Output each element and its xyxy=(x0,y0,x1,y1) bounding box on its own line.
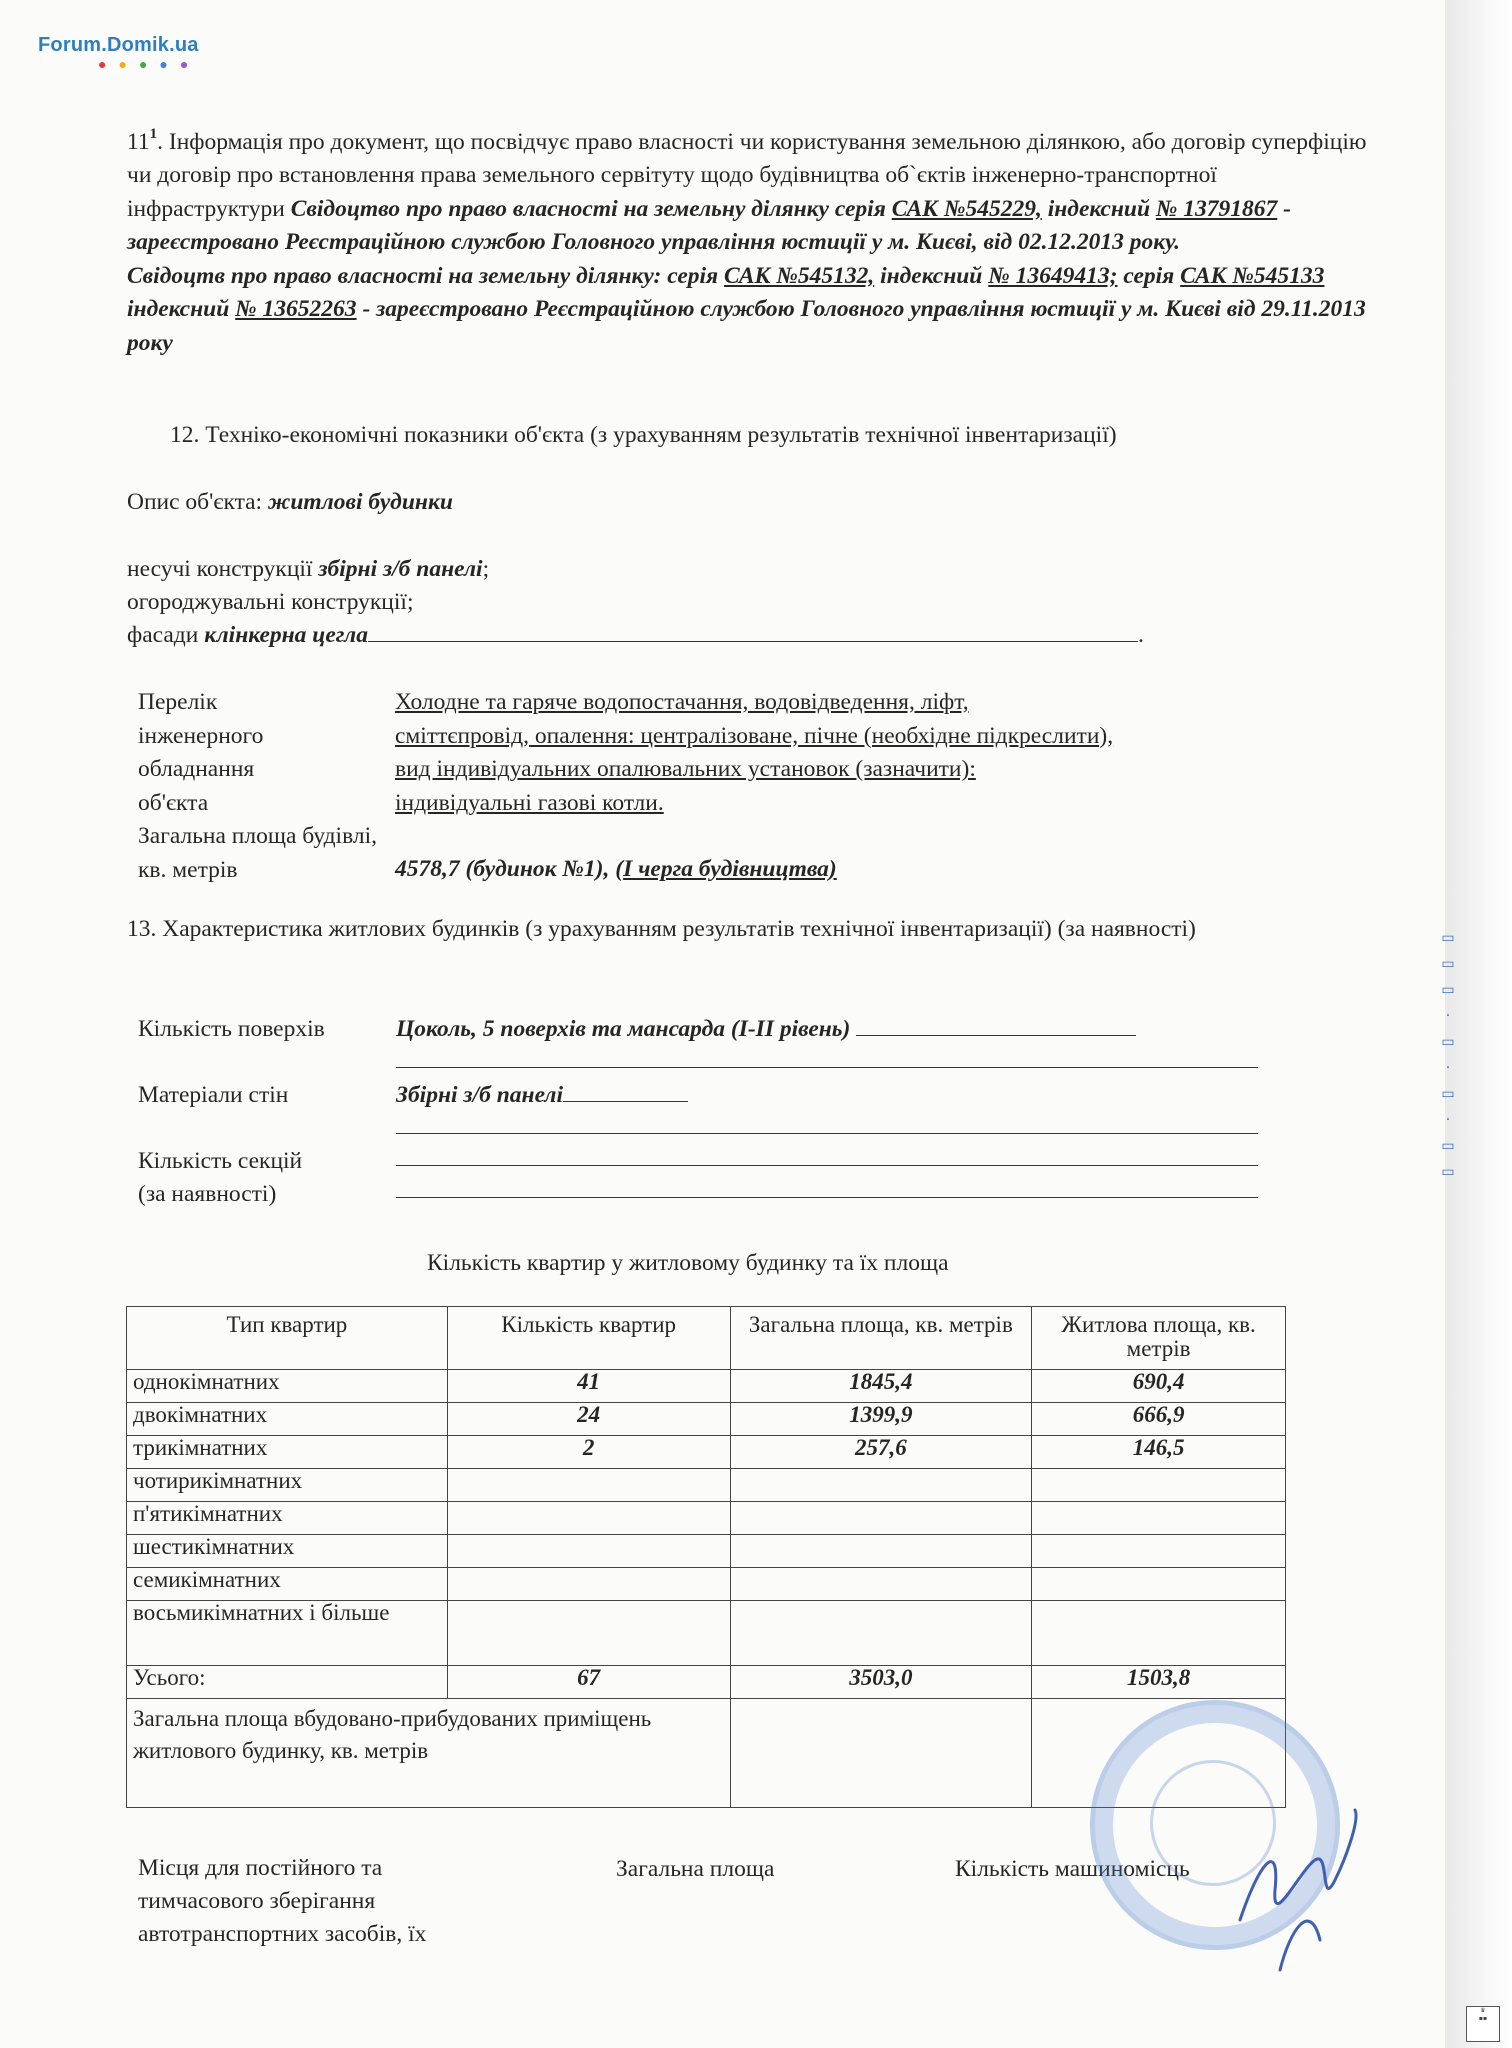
watermark-logo: Forum.Domik.ua xyxy=(38,34,199,56)
engineering-equipment-value xyxy=(395,686,1295,820)
facades-fill-line xyxy=(368,623,1138,642)
cert1-text-a: Свідоцтво про право власності на земельну ділянку серія xyxy=(290,195,886,222)
table-row xyxy=(127,1535,1286,1568)
table-cell: семикімнатних xyxy=(127,1568,448,1601)
floors-fill-line xyxy=(856,1017,1136,1036)
table-cell: 1399,9 xyxy=(730,1403,1032,1436)
facades-end: . xyxy=(1137,622,1144,648)
building-area-number: 4578,7 (будинок №1), ( xyxy=(395,856,624,882)
cert1-series: САК №545229, xyxy=(891,195,1042,222)
section-11-number: 11 xyxy=(127,128,150,155)
table-row xyxy=(127,1568,1286,1601)
table-cell: 257,6 xyxy=(730,1436,1032,1469)
table-cell xyxy=(1032,1568,1286,1601)
apartments-table xyxy=(126,1306,1286,1808)
table-cell: 67 xyxy=(447,1666,730,1699)
sections-label: Кількість секцій xyxy=(138,1148,303,1174)
building-area-value xyxy=(395,853,1295,887)
table-cell: шестикімнатних xyxy=(127,1535,448,1568)
table-cell xyxy=(447,1469,730,1502)
floors-blank-line xyxy=(396,1046,1258,1076)
walls-blank-line-1 xyxy=(396,1112,1258,1142)
table-cell xyxy=(1032,1601,1286,1666)
engineering-equipment-label: Перелік інженерного обладнання об'єкта xyxy=(138,689,264,816)
table-cell xyxy=(730,1699,1032,1808)
table-cell: трикімнатних xyxy=(127,1436,448,1469)
section-11-sup: 1 xyxy=(149,126,158,142)
equipment-line: вид індивідуальних опалювальних установок (зазначити): xyxy=(395,756,976,782)
parking-area-label: Загальна площа xyxy=(616,1856,775,1882)
bearing-structures xyxy=(127,554,489,584)
cert1-text-b: індексний xyxy=(1047,195,1151,222)
equipment-line: сміттєпровід, опалення: централізоване, пічне (необхідне підкреслити), xyxy=(395,722,1114,749)
table-cell xyxy=(447,1502,730,1535)
table-cell: 666,9 xyxy=(1032,1403,1286,1436)
walls-value-line xyxy=(396,1080,688,1110)
floors-value: Цоколь, 5 поверхів та мансарда (I-II рівень) xyxy=(396,1016,851,1042)
cert1-text-c: - зареєстровано Реєстраційною службою Головного управління юстиції у м. Києві, від 02.12.2013 року. xyxy=(127,195,1291,256)
sections-blank-line xyxy=(396,1176,1258,1206)
section-11-intro: . Інформація про документ, що посвідчує право власності чи користування земельною ділянкою, або договір суперфіцію чи договір про встановлення права земельного сервітуту щодо будівництва об`єктів інженерно-транспортної інфраструктури xyxy=(127,128,1367,222)
corner-logo-icon: ♛ ▪▪ xyxy=(1466,2006,1500,2042)
walls-fill-line xyxy=(563,1083,688,1102)
table-header-cell: Загальна площа, кв. метрів xyxy=(730,1307,1032,1370)
table-cell: 146,5 xyxy=(1032,1436,1286,1469)
table-total-row xyxy=(127,1666,1286,1699)
table-row xyxy=(127,1469,1286,1502)
parking-label: Місця для постійного та тимчасового зберігання автотранспортних засобів, їх xyxy=(138,1855,427,1947)
table-cell xyxy=(447,1535,730,1568)
cert2-text-a: Свідоцтв про право власності на земельну ділянку: серія xyxy=(127,262,719,289)
section-13-heading: 13. Характеристика житлових будинків (з урахуванням результатів технічної інвентаризації) (за наявності) xyxy=(127,916,1196,942)
section-11-paragraph xyxy=(127,120,1375,360)
walls-blank-line-2 xyxy=(396,1144,1258,1174)
cert2-text-c: серія xyxy=(1123,262,1175,289)
table-cell xyxy=(730,1469,1032,1502)
cert2-series2: САК №545133 xyxy=(1180,262,1325,289)
object-description-value: житлові будинки xyxy=(267,489,453,515)
cert2-index2: № 13652263 xyxy=(235,296,357,323)
table-cell xyxy=(1032,1535,1286,1568)
table-header-cell: Кількість квартир xyxy=(447,1307,730,1370)
walls-value: Збірні з/б панелі xyxy=(396,1082,564,1108)
enclosing-structures-label: огороджувальні конструкції; xyxy=(127,589,414,615)
table-cell: Усього: xyxy=(127,1666,448,1699)
table-cell: 1845,4 xyxy=(730,1370,1032,1403)
table-row xyxy=(127,1370,1286,1403)
table-cell: 2 xyxy=(447,1436,730,1469)
parking-count-label: Кількість машиномісць xyxy=(955,1856,1190,1882)
table-cell: 24 xyxy=(447,1403,730,1436)
table-header-cell: Тип квартир xyxy=(127,1307,448,1370)
table-cell xyxy=(447,1601,730,1666)
facades-label: фасади xyxy=(127,622,199,648)
table-cell xyxy=(730,1568,1032,1601)
table-cell xyxy=(1032,1469,1286,1502)
table-cell xyxy=(730,1601,1032,1666)
cert2-text-d: індексний xyxy=(127,296,230,323)
building-area-queue: I черга будівництва) xyxy=(623,856,837,882)
sections-label-2: (за наявності) xyxy=(138,1181,277,1207)
cert1-index: № 13791867 xyxy=(1155,195,1278,222)
bearing-structures-value: збірні з/б панелі xyxy=(318,556,483,582)
signature-stroke xyxy=(1240,1810,1356,1970)
floors-label: Кількість поверхів xyxy=(138,1016,325,1042)
table-cell: восьмикімнатних і більше xyxy=(127,1601,448,1666)
table-row xyxy=(127,1601,1286,1666)
table-cell xyxy=(730,1502,1032,1535)
table-cell: 1503,8 xyxy=(1032,1666,1286,1699)
table-cell: п'ятикімнатних xyxy=(127,1502,448,1535)
table-cell xyxy=(1032,1502,1286,1535)
object-description xyxy=(127,487,453,517)
cert2-text-b: індексний xyxy=(880,262,983,289)
equipment-line: індивідуальні газові котли. xyxy=(395,789,664,816)
table-cell: 690,4 xyxy=(1032,1370,1286,1403)
table-row xyxy=(127,1502,1286,1535)
signature xyxy=(1220,1800,1370,1980)
cert2-text-e: - зареєстровано Реєстраційною службою Головного управління юстиції у м. Києві від 29.11.2013 року xyxy=(127,296,1366,356)
equipment-line: Холодне та гаряче водопостачання, водовідведення, ліфт, xyxy=(395,689,969,715)
facades xyxy=(127,620,1144,650)
table-cell: двокімнатних xyxy=(127,1403,448,1436)
walls-label: Матеріали стін xyxy=(138,1082,289,1108)
table-cell: чотирикімнатних xyxy=(127,1469,448,1502)
table-cell: 3503,0 xyxy=(730,1666,1032,1699)
building-area-label: Загальна площа будівлі, кв. метрів xyxy=(138,823,377,883)
watermark-dots: ●●●●● xyxy=(98,58,201,73)
table-header-cell: Житлова площа, кв. метрів xyxy=(1032,1307,1286,1370)
cert2-series: САК №545132, xyxy=(724,262,875,289)
apartments-table-title: Кількість квартир у житловому будинку та їх площа xyxy=(427,1250,949,1276)
table-builtin-label: Загальна площа вбудовано-прибудованих приміщень житлового будинку, кв. метрів xyxy=(127,1699,731,1808)
table-cell: 41 xyxy=(447,1370,730,1403)
table-cell xyxy=(730,1535,1032,1568)
table-row xyxy=(127,1436,1286,1469)
facades-value: клінкерна цегла xyxy=(204,622,368,648)
bearing-structures-end: ; xyxy=(482,556,490,582)
cert2-index: № 13649413; xyxy=(988,262,1118,289)
object-description-label: Опис об'єкта: xyxy=(127,489,263,515)
floors-value-line xyxy=(396,1014,1136,1044)
side-stamp-fragments: ▭ ▭ ▭ · ▭ · ▭ · ▭ ▭ xyxy=(1441,930,1455,1180)
table-cell: однокімнатних xyxy=(127,1370,448,1403)
section-12-heading: 12. Техніко-економічні показники об'єкта (з урахуванням результатів технічної інвентаризації) xyxy=(170,422,1117,448)
table-header-row xyxy=(127,1307,1286,1370)
bearing-structures-label: несучі конструкції xyxy=(127,556,313,582)
table-cell xyxy=(447,1568,730,1601)
table-row xyxy=(127,1403,1286,1436)
